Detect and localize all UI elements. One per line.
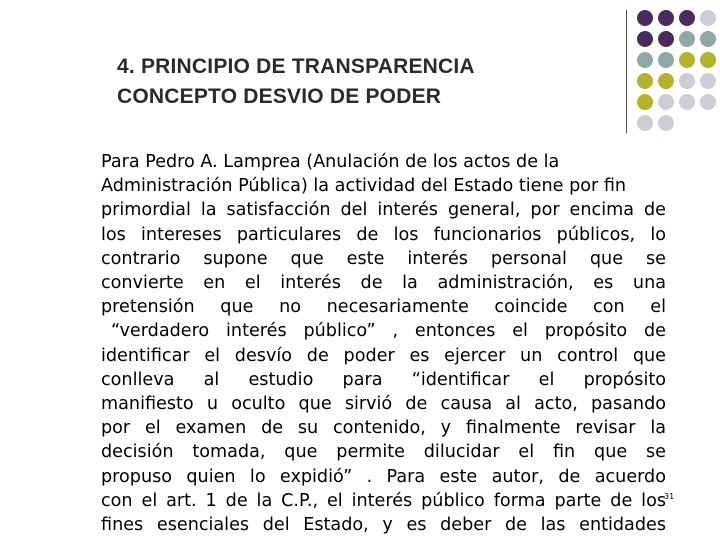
decorative-dot [700, 31, 716, 47]
decorative-dot [679, 31, 695, 47]
decorative-dot [658, 115, 674, 131]
slide-title [117, 52, 597, 112]
decorative-dot [658, 94, 674, 110]
page-number: 31 [664, 492, 675, 501]
decorative-dot [679, 73, 695, 89]
body-line: fines esenciales del Estado, y es deber de las entidades [101, 515, 666, 536]
body-line: conlleva al estudio para “identificar el propósito [101, 369, 666, 390]
body-line: primordial la satisfacción del interés general, por encima de [101, 200, 666, 221]
title-line-2: CONCEPTO DESVIO DE PODER [117, 85, 442, 108]
decorative-dot [658, 31, 674, 47]
body-line: por el examen de su contenido, y finalmente revisar la [101, 418, 666, 439]
decorative-dot [637, 73, 653, 89]
divider-line [626, 10, 627, 133]
decorative-dot [637, 10, 653, 26]
decorative-dot [700, 10, 716, 26]
body-line: convierte en el interés de la administración, es una [101, 273, 666, 294]
decorative-dot [637, 31, 653, 47]
decorative-dot [658, 10, 674, 26]
decorative-dot [700, 52, 716, 68]
decorative-dot-grid [637, 10, 720, 130]
decorative-dot [637, 94, 653, 110]
title-line-1: 4. PRINCIPIO DE TRANSPARENCIA [117, 55, 475, 78]
body-line: identificar el desvío de poder es ejercer un control que [101, 345, 666, 366]
body-line: contrario supone que este interés personal que se [101, 248, 666, 269]
body-line: Administración Pública) la actividad del Estado tiene por fin [101, 176, 627, 197]
decorative-dot [700, 73, 716, 89]
decorative-dot [637, 115, 653, 131]
decorative-dot [658, 73, 674, 89]
decorative-dot [679, 94, 695, 110]
body-line: Para Pedro A. Lamprea (Anulación de los actos de la [101, 152, 560, 172]
body-line: pretensión que no necesariamente coincide con el [101, 297, 666, 318]
decorative-dot [700, 94, 716, 110]
body-line: decisión tomada, que permite dilucidar el fin que se [101, 442, 666, 463]
decorative-dot [679, 52, 695, 68]
body-line: propuso quien lo expidió” . Para este autor, de acuerdo [101, 466, 666, 487]
decorative-dot [658, 52, 674, 68]
body-line: manifiesto u oculto que sirvió de causa al acto, pasando [101, 394, 666, 415]
decorative-dot [679, 10, 695, 26]
slide-body-text [101, 150, 666, 537]
body-line: “verdadero interés público” , entonces el propósito de [111, 321, 666, 342]
body-line: con el art. 1 de la C.P., el interés público forma parte de los [101, 490, 666, 511]
body-line: los intereses particulares de los funcionarios públicos, lo [101, 224, 666, 245]
decorative-dot [637, 52, 653, 68]
